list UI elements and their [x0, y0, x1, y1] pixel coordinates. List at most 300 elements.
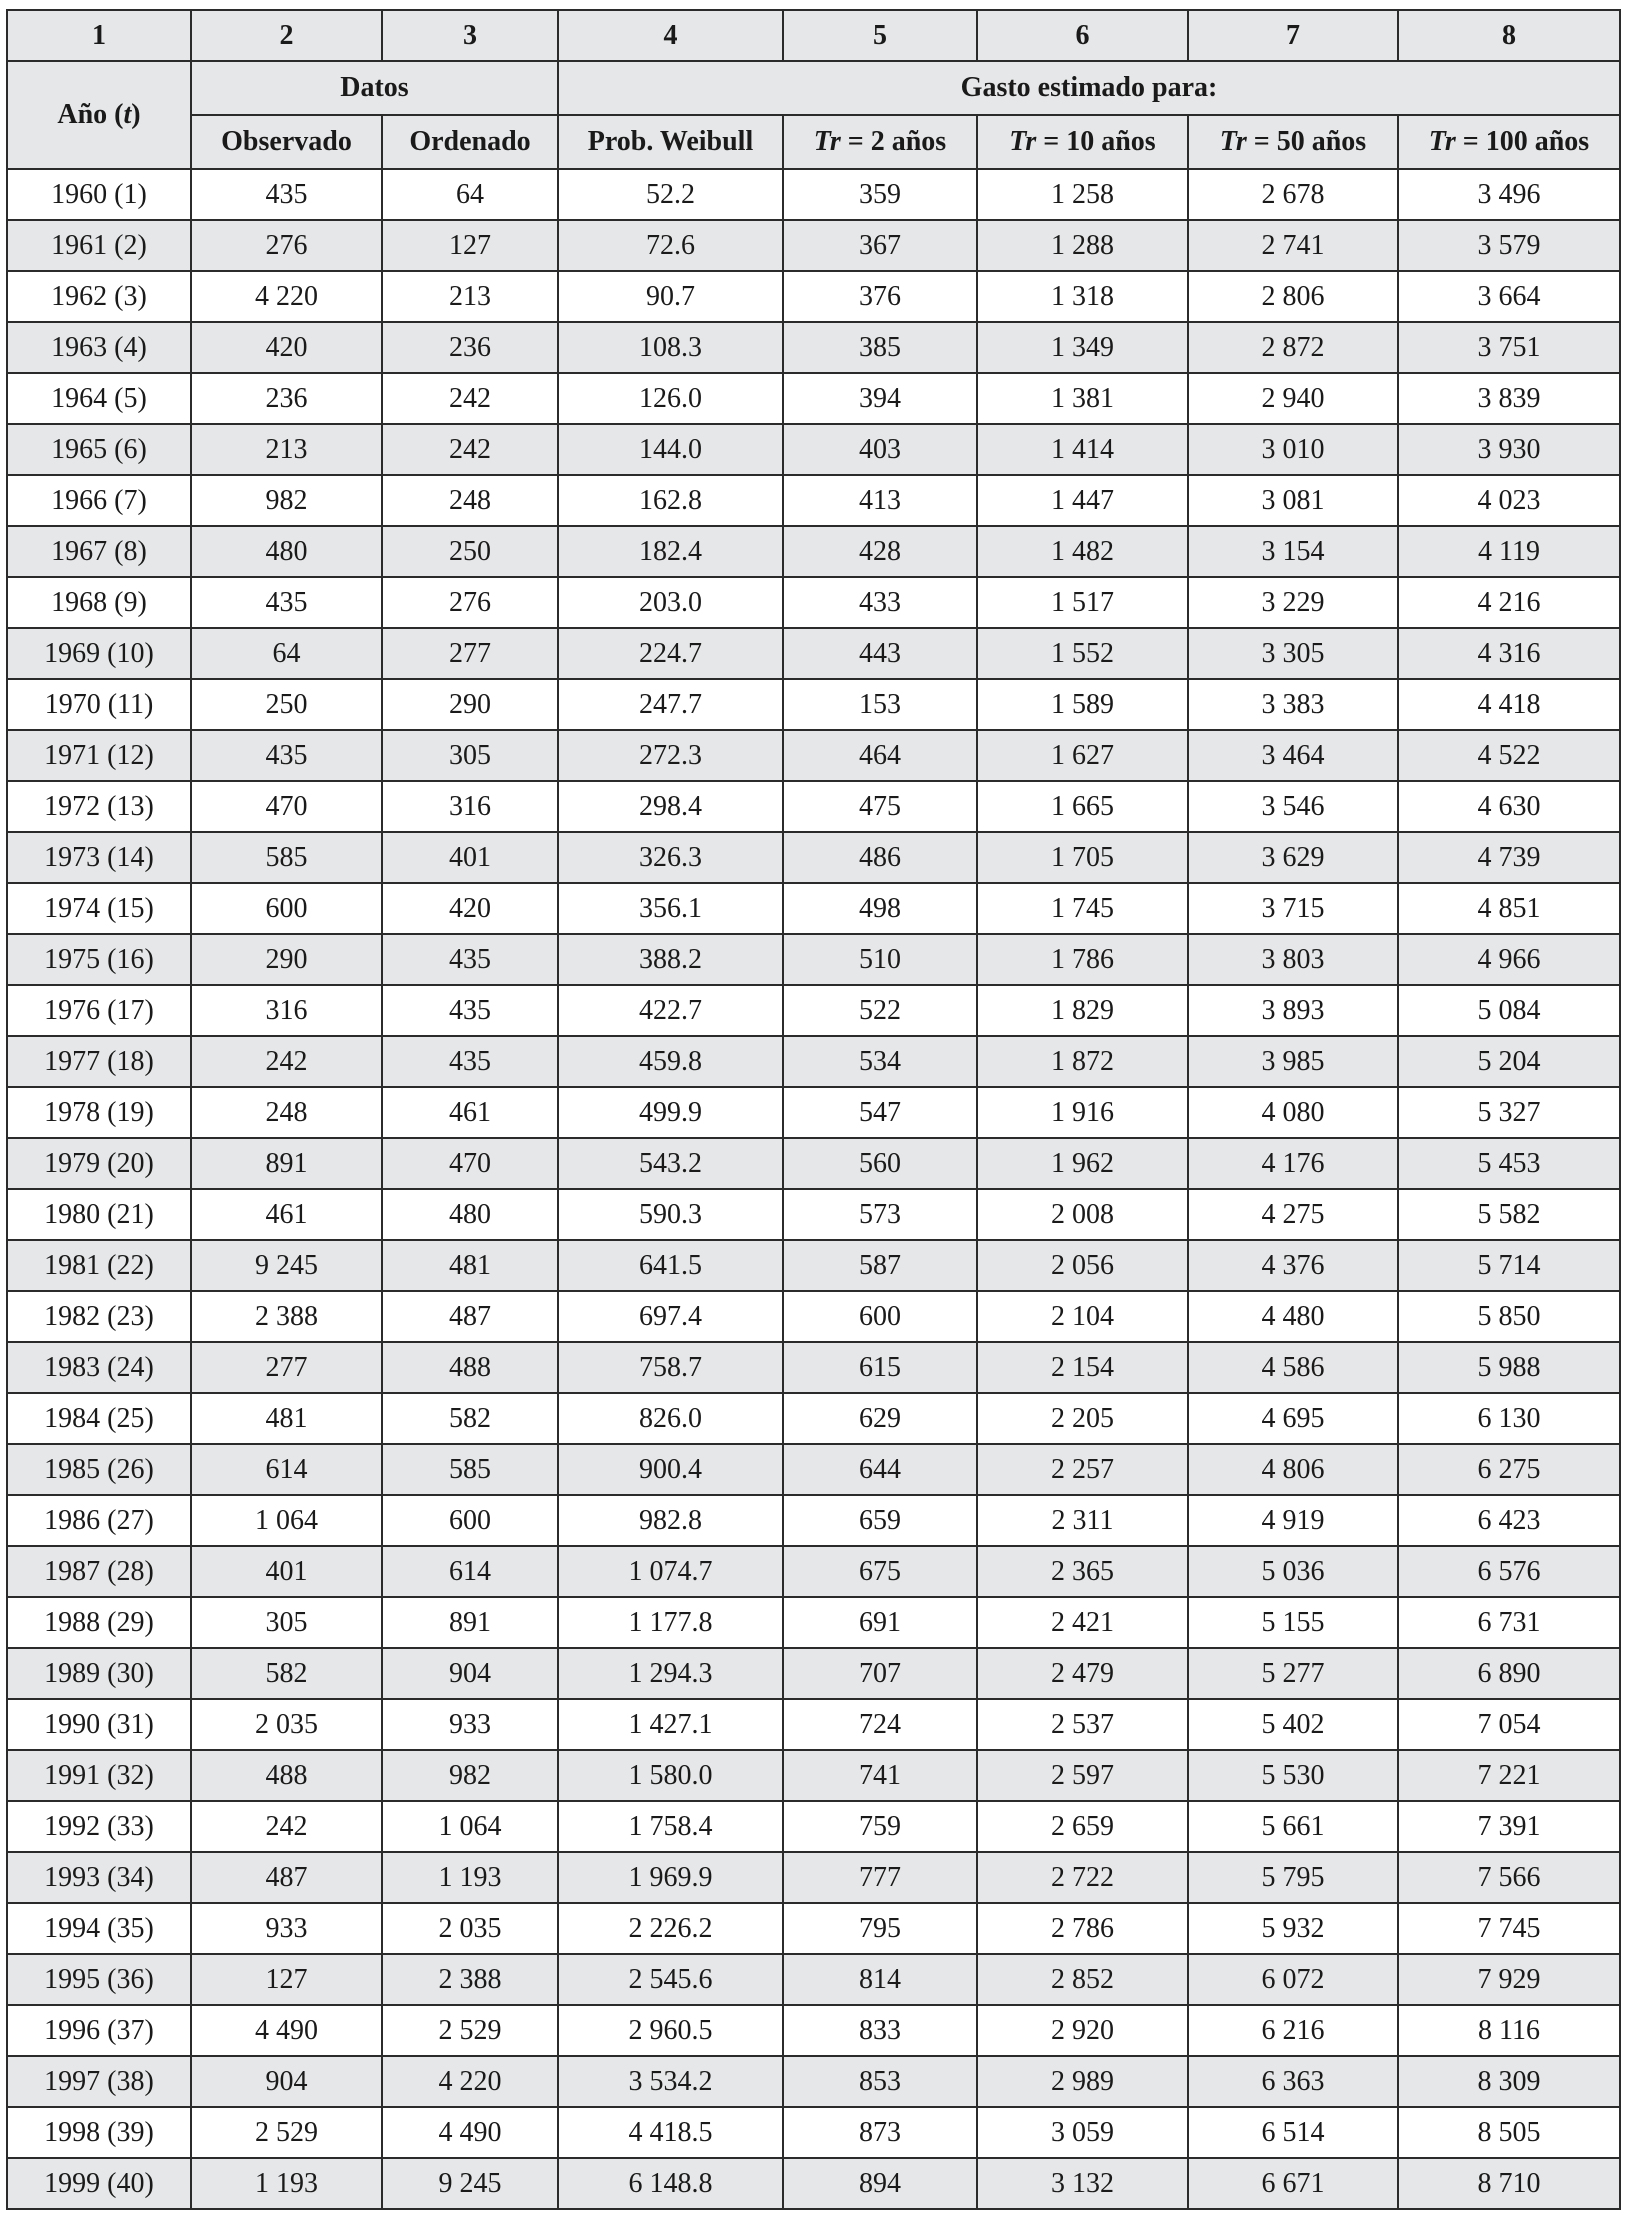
table-cell: 3 383 — [1188, 679, 1398, 730]
tr-var: Tr — [1219, 126, 1247, 157]
sub-header-row — [7, 115, 1620, 169]
table-cell: 401 — [191, 1546, 382, 1597]
table-cell: 1979 (20) — [7, 1138, 191, 1189]
table-row — [7, 1903, 1620, 1954]
table-row — [7, 781, 1620, 832]
table-cell: 522 — [783, 985, 977, 1036]
flow-data-table — [6, 9, 1621, 2210]
table-cell: 1998 (39) — [7, 2107, 191, 2158]
table-cell: 904 — [191, 2056, 382, 2107]
tr-var: Tr — [1428, 126, 1456, 157]
table-cell: 6 216 — [1188, 2005, 1398, 2056]
table-row — [7, 730, 1620, 781]
table-cell: 4 216 — [1398, 577, 1620, 628]
table-cell: 461 — [191, 1189, 382, 1240]
table-cell: 401 — [382, 832, 558, 883]
table-cell: 4 806 — [1188, 1444, 1398, 1495]
table-cell: 127 — [191, 1954, 382, 2005]
table-cell: 1978 (19) — [7, 1087, 191, 1138]
table-cell: 356.1 — [558, 883, 783, 934]
table-cell: 6 890 — [1398, 1648, 1620, 1699]
table-cell: 6 671 — [1188, 2158, 1398, 2209]
table-cell: 2 940 — [1188, 373, 1398, 424]
column-number-row — [7, 10, 1620, 61]
table-cell: 153 — [783, 679, 977, 730]
table-cell: 2 920 — [977, 2005, 1188, 2056]
table-cell: 1 294.3 — [558, 1648, 783, 1699]
table-cell: 127 — [382, 220, 558, 271]
table-cell: 1 258 — [977, 169, 1188, 220]
table-cell: 1 580.0 — [558, 1750, 783, 1801]
table-cell: 305 — [382, 730, 558, 781]
table-cell: 1 074.7 — [558, 1546, 783, 1597]
table-cell: 3 464 — [1188, 730, 1398, 781]
table-row — [7, 1189, 1620, 1240]
table-cell: 600 — [783, 1291, 977, 1342]
table-cell: 6 423 — [1398, 1495, 1620, 1546]
table-cell: 5 850 — [1398, 1291, 1620, 1342]
table-cell: 213 — [382, 271, 558, 322]
table-row — [7, 2056, 1620, 2107]
table-cell: 1971 (12) — [7, 730, 191, 781]
table-cell: 2 311 — [977, 1495, 1188, 1546]
table-cell: 758.7 — [558, 1342, 783, 1393]
table-cell: 298.4 — [558, 781, 783, 832]
table-cell: 6 130 — [1398, 1393, 1620, 1444]
table-cell: 691 — [783, 1597, 977, 1648]
table-cell: 826.0 — [558, 1393, 783, 1444]
table-cell: 2 545.6 — [558, 1954, 783, 2005]
table-cell: 7 391 — [1398, 1801, 1620, 1852]
table-cell: 2 205 — [977, 1393, 1188, 1444]
table-cell: 435 — [191, 169, 382, 220]
table-cell: 2 741 — [1188, 220, 1398, 271]
table-cell: 276 — [382, 577, 558, 628]
tr-header-10 — [977, 115, 1188, 169]
table-cell: 3 059 — [977, 2107, 1188, 2158]
table-cell: 443 — [783, 628, 977, 679]
table-row — [7, 577, 1620, 628]
table-cell: 480 — [382, 1189, 558, 1240]
table-cell: 1 962 — [977, 1138, 1188, 1189]
table-body — [7, 169, 1620, 2209]
table-cell: 182.4 — [558, 526, 783, 577]
table-cell: 326.3 — [558, 832, 783, 883]
table-cell: 2 388 — [382, 1954, 558, 2005]
table-cell: 629 — [783, 1393, 977, 1444]
table-cell: 242 — [382, 373, 558, 424]
table-cell: 547 — [783, 1087, 977, 1138]
table-cell: 675 — [783, 1546, 977, 1597]
table-cell: 1984 (25) — [7, 1393, 191, 1444]
column-number: 7 — [1188, 10, 1398, 61]
table-cell: 90.7 — [558, 271, 783, 322]
table-cell: 290 — [191, 934, 382, 985]
table-cell: 1968 (9) — [7, 577, 191, 628]
year-header-var: t — [123, 99, 132, 130]
table-cell: 126.0 — [558, 373, 783, 424]
table-cell: 1974 (15) — [7, 883, 191, 934]
table-row — [7, 526, 1620, 577]
table-cell: 3 534.2 — [558, 2056, 783, 2107]
table-cell: 488 — [191, 1750, 382, 1801]
table-cell: 1 427.1 — [558, 1699, 783, 1750]
table-cell: 644 — [783, 1444, 977, 1495]
table-cell: 4 480 — [1188, 1291, 1398, 1342]
table-cell: 2 872 — [1188, 322, 1398, 373]
table-cell: 585 — [191, 832, 382, 883]
table-cell: 290 — [382, 679, 558, 730]
table-cell: 6 514 — [1188, 2107, 1398, 2158]
table-row — [7, 2158, 1620, 2209]
table-cell: 1963 (4) — [7, 322, 191, 373]
table-cell: 3 496 — [1398, 169, 1620, 220]
table-cell: 2 008 — [977, 1189, 1188, 1240]
table-cell: 5 036 — [1188, 1546, 1398, 1597]
table-row — [7, 1138, 1620, 1189]
table-row — [7, 2107, 1620, 2158]
table-cell: 1 381 — [977, 373, 1188, 424]
column-number: 5 — [783, 10, 977, 61]
table-row — [7, 883, 1620, 934]
table-cell: 6 072 — [1188, 1954, 1398, 2005]
table-cell: 1962 (3) — [7, 271, 191, 322]
table-cell: 1969 (10) — [7, 628, 191, 679]
table-cell: 1 969.9 — [558, 1852, 783, 1903]
table-row — [7, 832, 1620, 883]
table-cell: 614 — [191, 1444, 382, 1495]
table-cell: 5 714 — [1398, 1240, 1620, 1291]
table-cell: 3 305 — [1188, 628, 1398, 679]
table-cell: 3 546 — [1188, 781, 1398, 832]
table-cell: 277 — [382, 628, 558, 679]
table-cell: 510 — [783, 934, 977, 985]
table-cell: 3 132 — [977, 2158, 1188, 2209]
table-cell: 1 177.8 — [558, 1597, 783, 1648]
table-cell: 1 786 — [977, 934, 1188, 985]
table-cell: 435 — [382, 934, 558, 985]
table-cell: 72.6 — [558, 220, 783, 271]
table-cell: 4 176 — [1188, 1138, 1398, 1189]
table-row — [7, 1954, 1620, 2005]
table-cell: 1 916 — [977, 1087, 1188, 1138]
table-cell: 1966 (7) — [7, 475, 191, 526]
table-cell: 2 365 — [977, 1546, 1188, 1597]
table-cell: 697.4 — [558, 1291, 783, 1342]
table-cell: 6 275 — [1398, 1444, 1620, 1495]
table-cell: 3 930 — [1398, 424, 1620, 475]
table-cell: 242 — [191, 1036, 382, 1087]
table-cell: 385 — [783, 322, 977, 373]
table-cell: 5 327 — [1398, 1087, 1620, 1138]
table-cell: 741 — [783, 1750, 977, 1801]
table-cell: 7 745 — [1398, 1903, 1620, 1954]
table-cell: 376 — [783, 271, 977, 322]
table-cell: 585 — [382, 1444, 558, 1495]
tr-label: = 2 años — [840, 126, 947, 157]
table-cell: 4 695 — [1188, 1393, 1398, 1444]
table-row — [7, 424, 1620, 475]
table-cell: 1997 (38) — [7, 2056, 191, 2107]
table-cell: 1 414 — [977, 424, 1188, 475]
table-cell: 534 — [783, 1036, 977, 1087]
table-cell: 9 245 — [191, 1240, 382, 1291]
table-cell: 1977 (18) — [7, 1036, 191, 1087]
year-header — [7, 61, 191, 169]
table-cell: 7 221 — [1398, 1750, 1620, 1801]
table-cell: 2 529 — [191, 2107, 382, 2158]
table-cell: 777 — [783, 1852, 977, 1903]
table-cell: 2 786 — [977, 1903, 1188, 1954]
table-cell: 305 — [191, 1597, 382, 1648]
table-cell: 833 — [783, 2005, 977, 2056]
table-cell: 8 309 — [1398, 2056, 1620, 2107]
table-cell: 108.3 — [558, 322, 783, 373]
table-cell: 1995 (36) — [7, 1954, 191, 2005]
table-cell: 1 627 — [977, 730, 1188, 781]
table-cell: 3 985 — [1188, 1036, 1398, 1087]
table-cell: 560 — [783, 1138, 977, 1189]
table-cell: 891 — [191, 1138, 382, 1189]
table-cell: 1983 (24) — [7, 1342, 191, 1393]
table-cell: 2 989 — [977, 2056, 1188, 2107]
table-header — [7, 10, 1620, 169]
table-cell: 2 722 — [977, 1852, 1188, 1903]
table-cell: 1985 (26) — [7, 1444, 191, 1495]
table-cell: 1 517 — [977, 577, 1188, 628]
table-cell: 707 — [783, 1648, 977, 1699]
table-row — [7, 1648, 1620, 1699]
table-row — [7, 1393, 1620, 1444]
table-cell: 1980 (21) — [7, 1189, 191, 1240]
table-cell: 2 960.5 — [558, 2005, 783, 2056]
table-cell: 4 023 — [1398, 475, 1620, 526]
table-cell: 1976 (17) — [7, 985, 191, 1036]
table-cell: 367 — [783, 220, 977, 271]
table-cell: 2 421 — [977, 1597, 1188, 1648]
table-cell: 3 154 — [1188, 526, 1398, 577]
table-cell: 3 803 — [1188, 934, 1398, 985]
table-cell: 272.3 — [558, 730, 783, 781]
table-cell: 724 — [783, 1699, 977, 1750]
datos-header: Datos — [191, 61, 558, 115]
table-cell: 582 — [382, 1393, 558, 1444]
table-cell: 3 229 — [1188, 577, 1398, 628]
table-cell: 236 — [382, 322, 558, 373]
table-cell: 1999 (40) — [7, 2158, 191, 2209]
table-cell: 4 919 — [1188, 1495, 1398, 1546]
table-cell: 2 479 — [977, 1648, 1188, 1699]
table-cell: 4 220 — [382, 2056, 558, 2107]
table-cell: 2 529 — [382, 2005, 558, 2056]
table-cell: 277 — [191, 1342, 382, 1393]
table-cell: 316 — [191, 985, 382, 1036]
table-row — [7, 628, 1620, 679]
table-cell: 4 275 — [1188, 1189, 1398, 1240]
tr-var: Tr — [1009, 126, 1037, 157]
table-cell: 435 — [191, 730, 382, 781]
table-cell: 1 193 — [191, 2158, 382, 2209]
table-cell: 475 — [783, 781, 977, 832]
table-cell: 1 288 — [977, 220, 1188, 271]
table-cell: 5 932 — [1188, 1903, 1398, 1954]
table-cell: 3 629 — [1188, 832, 1398, 883]
table-cell: 420 — [191, 322, 382, 373]
table-cell: 6 363 — [1188, 2056, 1398, 2107]
table-cell: 4 119 — [1398, 526, 1620, 577]
table-cell: 3 081 — [1188, 475, 1398, 526]
table-cell: 4 522 — [1398, 730, 1620, 781]
table-cell: 1 745 — [977, 883, 1188, 934]
table-cell: 1 665 — [977, 781, 1188, 832]
table-cell: 5 204 — [1398, 1036, 1620, 1087]
table-cell: 7 566 — [1398, 1852, 1620, 1903]
table-cell: 904 — [382, 1648, 558, 1699]
table-cell: 250 — [382, 526, 558, 577]
table-cell: 5 084 — [1398, 985, 1620, 1036]
table-cell: 1975 (16) — [7, 934, 191, 985]
table-cell: 573 — [783, 1189, 977, 1240]
table-row — [7, 985, 1620, 1036]
table-row — [7, 373, 1620, 424]
table-cell: 4 630 — [1398, 781, 1620, 832]
table-cell: 435 — [382, 1036, 558, 1087]
year-header-text: Año ( — [57, 99, 124, 130]
table-cell: 9 245 — [382, 2158, 558, 2209]
table-cell: 2 678 — [1188, 169, 1398, 220]
table-cell: 587 — [783, 1240, 977, 1291]
table-cell: 459.8 — [558, 1036, 783, 1087]
table-cell: 3 010 — [1188, 424, 1398, 475]
tr-header-50 — [1188, 115, 1398, 169]
table-cell: 1982 (23) — [7, 1291, 191, 1342]
table-cell: 2 035 — [191, 1699, 382, 1750]
table-cell: 250 — [191, 679, 382, 730]
table-cell: 3 664 — [1398, 271, 1620, 322]
weibull-header: Prob. Weibull — [558, 115, 783, 169]
tr-header-100 — [1398, 115, 1620, 169]
table-cell: 1 758.4 — [558, 1801, 783, 1852]
table-cell: 4 851 — [1398, 883, 1620, 934]
table-cell: 614 — [382, 1546, 558, 1597]
column-number: 2 — [191, 10, 382, 61]
table-cell: 4 376 — [1188, 1240, 1398, 1291]
table-cell: 6 148.8 — [558, 2158, 783, 2209]
table-cell: 4 316 — [1398, 628, 1620, 679]
year-header-close: ) — [131, 99, 141, 130]
table-cell: 2 852 — [977, 1954, 1188, 2005]
table-cell: 5 155 — [1188, 1597, 1398, 1648]
table-row — [7, 1597, 1620, 1648]
table-cell: 1993 (34) — [7, 1852, 191, 1903]
table-cell: 600 — [382, 1495, 558, 1546]
table-cell: 1 482 — [977, 526, 1188, 577]
table-cell: 499.9 — [558, 1087, 783, 1138]
table-row — [7, 1240, 1620, 1291]
column-number: 6 — [977, 10, 1188, 61]
table-cell: 461 — [382, 1087, 558, 1138]
table-cell: 2 257 — [977, 1444, 1188, 1495]
table-cell: 1981 (22) — [7, 1240, 191, 1291]
table-cell: 873 — [783, 2107, 977, 2158]
table-cell: 982 — [382, 1750, 558, 1801]
table-cell: 853 — [783, 2056, 977, 2107]
table-cell: 2 388 — [191, 1291, 382, 1342]
tr-var: Tr — [813, 126, 841, 157]
table-cell: 1967 (8) — [7, 526, 191, 577]
table-cell: 641.5 — [558, 1240, 783, 1291]
table-row — [7, 1750, 1620, 1801]
table-cell: 590.3 — [558, 1189, 783, 1240]
table-row — [7, 1495, 1620, 1546]
table-cell: 7 054 — [1398, 1699, 1620, 1750]
table-cell: 5 453 — [1398, 1138, 1620, 1189]
table-cell: 2 537 — [977, 1699, 1188, 1750]
table-cell: 5 402 — [1188, 1699, 1398, 1750]
gasto-header: Gasto estimado para: — [558, 61, 1620, 115]
table-cell: 1989 (30) — [7, 1648, 191, 1699]
table-cell: 487 — [382, 1291, 558, 1342]
table-cell: 203.0 — [558, 577, 783, 628]
column-number: 1 — [7, 10, 191, 61]
table-cell: 5 661 — [1188, 1801, 1398, 1852]
table-cell: 3 751 — [1398, 322, 1620, 373]
table-cell: 4 739 — [1398, 832, 1620, 883]
table-cell: 7 929 — [1398, 1954, 1620, 2005]
table-cell: 1 552 — [977, 628, 1188, 679]
table-row — [7, 2005, 1620, 2056]
table-cell: 64 — [191, 628, 382, 679]
observado-header: Observado — [191, 115, 382, 169]
table-cell: 394 — [783, 373, 977, 424]
table-cell: 759 — [783, 1801, 977, 1852]
table-cell: 64 — [382, 169, 558, 220]
table-cell: 422.7 — [558, 985, 783, 1036]
table-cell: 1 872 — [977, 1036, 1188, 1087]
table-cell: 1 705 — [977, 832, 1188, 883]
table-cell: 891 — [382, 1597, 558, 1648]
table-cell: 814 — [783, 1954, 977, 2005]
table-cell: 1 829 — [977, 985, 1188, 1036]
table-cell: 316 — [382, 781, 558, 832]
table-cell: 470 — [191, 781, 382, 832]
table-cell: 3 893 — [1188, 985, 1398, 1036]
table-cell: 1960 (1) — [7, 169, 191, 220]
table-cell: 1 447 — [977, 475, 1188, 526]
table-cell: 2 035 — [382, 1903, 558, 1954]
table-cell: 435 — [191, 577, 382, 628]
table-cell: 659 — [783, 1495, 977, 1546]
table-cell: 933 — [382, 1699, 558, 1750]
table-cell: 933 — [191, 1903, 382, 1954]
table-cell: 1994 (35) — [7, 1903, 191, 1954]
table-cell: 4 418.5 — [558, 2107, 783, 2158]
tr-label: = 100 años — [1455, 126, 1590, 157]
table-cell: 4 418 — [1398, 679, 1620, 730]
table-cell: 236 — [191, 373, 382, 424]
table-cell: 2 597 — [977, 1750, 1188, 1801]
table-cell: 2 806 — [1188, 271, 1398, 322]
table-cell: 52.2 — [558, 169, 783, 220]
data-table-container — [6, 9, 1619, 2210]
table-row — [7, 1036, 1620, 1087]
table-cell: 1991 (32) — [7, 1750, 191, 1801]
table-row — [7, 1546, 1620, 1597]
table-cell: 1987 (28) — [7, 1546, 191, 1597]
table-row — [7, 1291, 1620, 1342]
table-cell: 403 — [783, 424, 977, 475]
table-cell: 224.7 — [558, 628, 783, 679]
